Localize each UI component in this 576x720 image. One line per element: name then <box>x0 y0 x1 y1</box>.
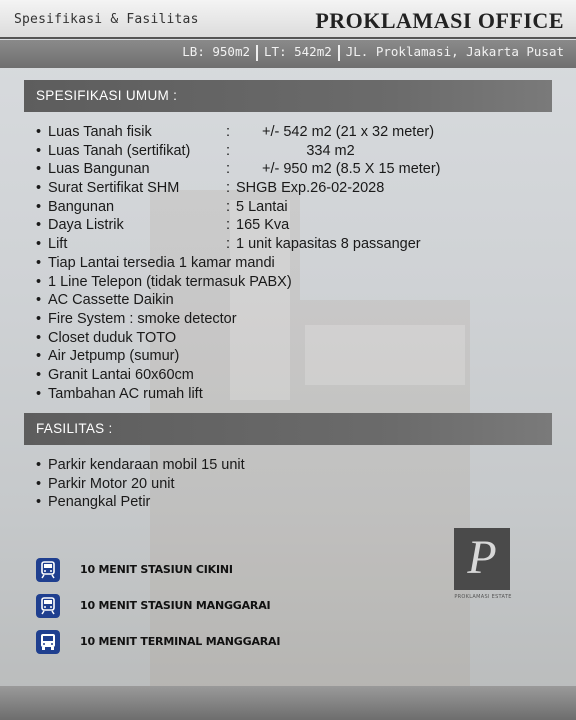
facility-item-text: Parkir kendaraan mobil 15 unit <box>48 457 245 473</box>
spec-label: Luas Bangunan <box>48 161 150 178</box>
spec-value: SHGB Exp.26-02-2028 <box>236 180 385 197</box>
address: JL. Proklamasi, Jakarta Pusat <box>345 44 564 59</box>
facility-heading-bar <box>24 413 552 445</box>
spec-label: Luas Tanah fisik <box>48 124 152 140</box>
footer-bar <box>0 686 576 720</box>
facility-list <box>36 456 245 512</box>
spec-item: • Tambahan AC rumah lift <box>36 385 203 402</box>
facility-item-text: Parkir Motor 20 unit <box>48 475 175 492</box>
facility-heading: FASILITAS : <box>36 421 113 436</box>
transport-label: 10 MENIT STASIUN MANGGARAI <box>80 599 271 612</box>
facility-item-text: Penangkal Petir <box>48 494 151 511</box>
spec-item: • Granit Lantai 60x60cm <box>36 366 194 383</box>
spec-item-text: Tiap Lantai tersedia 1 kamar mandi <box>48 254 275 271</box>
spec-value: 165 Kva <box>236 217 290 234</box>
spec-colon: : <box>226 236 231 253</box>
spec-item: • Fire System : smoke detector <box>36 310 237 327</box>
spec-value: 1 unit kapasitas 8 passanger <box>236 236 421 253</box>
spec-label: Surat Sertifikat SHM <box>48 180 180 197</box>
spec-item-text: Granit Lantai 60x60cm <box>48 366 194 383</box>
bus-icon <box>36 630 60 654</box>
spec-heading: SPESIFIKASI UMUM : <box>36 88 178 103</box>
spec-item-text: AC Cassette Daikin <box>48 292 174 309</box>
spec-value: 5 Lantai <box>236 198 288 215</box>
spec-row: • Surat Sertifikat SHM : SHGB Exp.26-02-2028 <box>36 180 385 197</box>
transport-label: 10 MENIT TERMINAL MANGGARAI <box>80 635 281 648</box>
spec-item: • Air Jetpump (sumur) <box>36 348 180 365</box>
spec-label: Luas Tanah (sertifikat) <box>48 142 191 159</box>
spec-colon: : <box>226 198 231 215</box>
spec-colon: : <box>226 217 231 234</box>
info-divider <box>256 45 258 61</box>
brand-logo-caption: PROKLAMASI ESTATE <box>454 594 512 600</box>
brand-logo: P <box>454 528 510 590</box>
spec-value: 334 m2 <box>262 142 355 159</box>
building-area: LB: 950m2 <box>182 44 251 59</box>
spec-item-text: Fire System : smoke detector <box>48 310 237 327</box>
spec-item: • Tiap Lantai tersedia 1 kamar mandi <box>36 254 275 271</box>
transport-label: 10 MENIT STASIUN CIKINI <box>80 563 233 576</box>
spec-item-text: Air Jetpump (sumur) <box>48 348 180 365</box>
spec-value: +/- 542 m2 (21 x 32 meter) <box>262 124 435 140</box>
page-title: PROKLAMASI OFFICE <box>315 8 564 33</box>
spec-row: • Bangunan : 5 Lantai <box>36 198 288 215</box>
spec-label: Daya Listrik <box>48 217 124 234</box>
spec-item: • AC Cassette Daikin <box>36 292 174 309</box>
spec-row: • Daya Listrik : 165 Kva <box>36 217 290 234</box>
building-windows <box>305 325 465 385</box>
header-divider <box>0 37 576 39</box>
facility-item: • Parkir Motor 20 unit <box>36 475 175 492</box>
spec-value: +/- 950 m2 (8.5 X 15 meter) <box>262 161 441 178</box>
spec-heading-bar <box>24 80 552 112</box>
spec-item: • Closet duduk TOTO <box>36 329 177 346</box>
spec-item-text: Tambahan AC rumah lift <box>48 385 203 402</box>
spec-item-text: 1 Line Telepon (tidak termasuk PABX) <box>48 273 292 290</box>
train-icon <box>36 558 60 582</box>
property-info <box>182 44 564 61</box>
spec-colon: : <box>226 124 231 140</box>
spec-row: • Lift : 1 unit kapasitas 8 passanger <box>36 236 421 253</box>
spec-label: Bangunan <box>48 198 115 215</box>
land-area: LT: 542m2 <box>264 44 332 59</box>
spec-row: • Luas Bangunan : +/- 950 m2 (8.5 X 15 meter) <box>36 161 441 178</box>
spec-colon: : <box>226 142 231 159</box>
spec-row: • Luas Tanah fisik : +/- 542 m2 (21 x 32 meter) <box>36 124 435 140</box>
facility-item: • Parkir kendaraan mobil 15 unit <box>36 457 245 473</box>
spec-label: Lift <box>48 236 68 253</box>
header <box>0 0 576 68</box>
spec-item-text: Closet duduk TOTO <box>48 329 177 346</box>
spec-colon: : <box>226 161 231 178</box>
info-divider <box>338 45 340 61</box>
section-label: Spesifikasi & Fasilitas <box>14 12 199 27</box>
spec-list <box>36 123 441 403</box>
train-icon <box>36 594 60 618</box>
facility-item: • Penangkal Petir <box>36 494 151 511</box>
spec-row: • Luas Tanah (sertifikat) : 334 m2 <box>36 142 355 159</box>
spec-item: • 1 Line Telepon (tidak termasuk PABX) <box>36 273 292 290</box>
spec-colon: : <box>226 180 231 197</box>
